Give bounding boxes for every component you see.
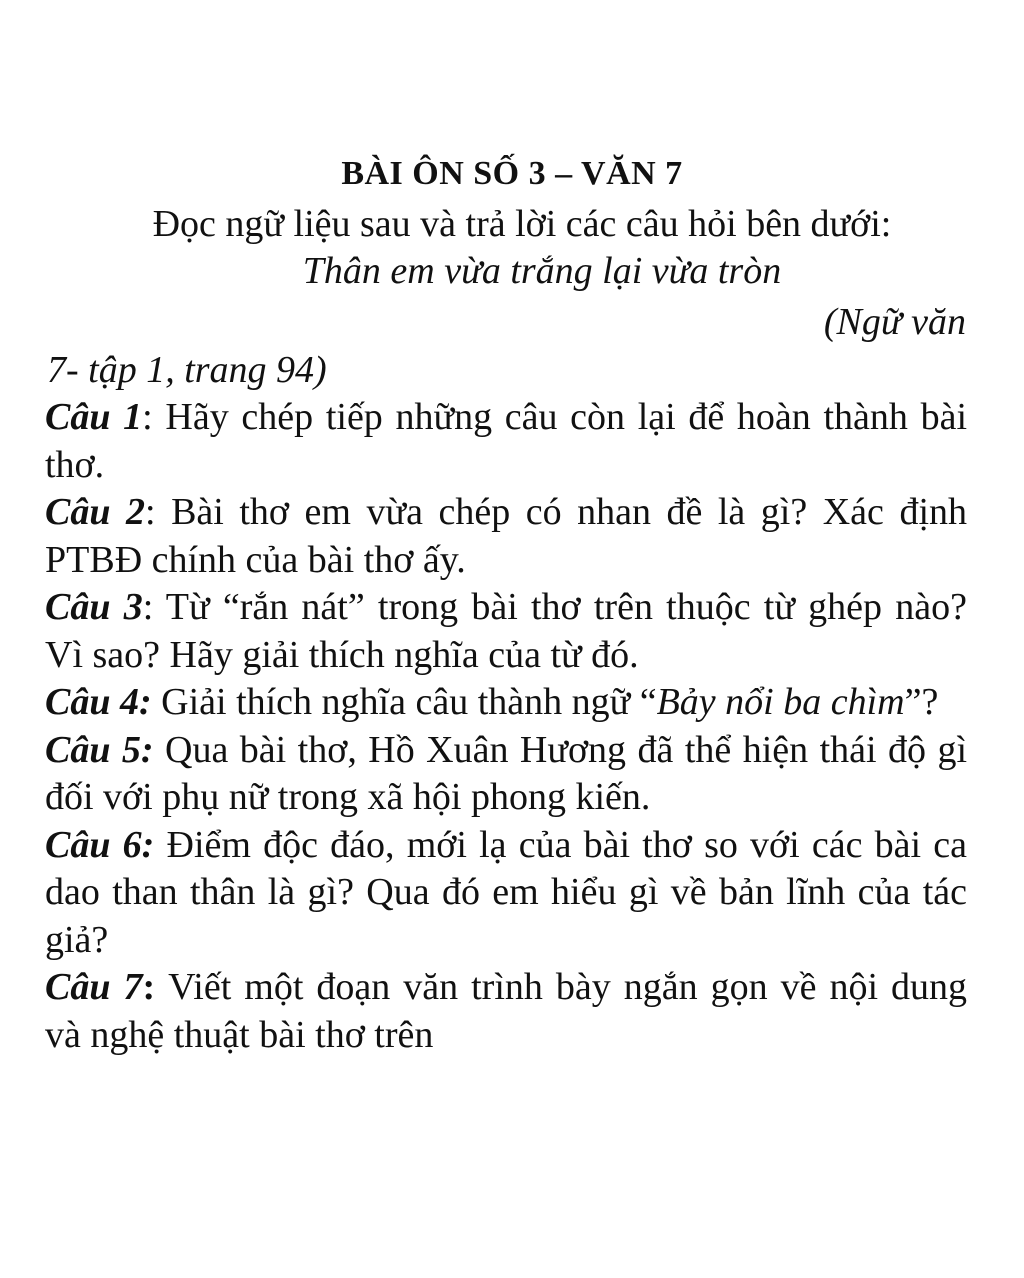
source-citation-part1: (Ngữ văn <box>823 301 966 343</box>
question-4 <box>45 679 967 727</box>
question-text: Bài thơ em vừa chép có nhan đề là gì? Xác định PTBĐ chính của bài thơ ấy. <box>45 491 967 581</box>
question-3 <box>45 584 967 679</box>
question-5 <box>45 727 967 822</box>
question-separator: : <box>145 491 172 533</box>
question-text: Viết một đoạn văn trình bày ngắn gọn về nội dung và nghệ thuật bài thơ trên <box>45 966 968 1056</box>
question-label: Câu 3 <box>45 586 143 628</box>
source-citation-part2: 7- tập 1, trang 94) <box>47 349 327 391</box>
question-text: Từ “rắn nát” trong bài thơ trên thuộc từ ghép nào? Vì sao? Hãy giải thích nghĩa của từ đó. <box>45 586 967 676</box>
question-text: Điểm độc đáo, mới lạ của bài thơ so với các bài ca dao than thân là gì? Qua đó em hiểu gì về bản lĩnh của tác giả? <box>45 823 968 961</box>
question-separator: : <box>142 586 166 628</box>
question-text: Hãy chép tiếp những câu còn lại để hoàn thành bài thơ. <box>45 396 968 486</box>
question-7 <box>45 964 967 1059</box>
question-label: Câu 2 <box>45 491 145 533</box>
question-text-end: ”? <box>904 681 939 723</box>
idiom-text: Bảy nổi ba chìm <box>656 681 905 723</box>
question-1 <box>45 394 967 489</box>
question-separator: : <box>142 966 169 1008</box>
question-separator <box>154 824 166 866</box>
question-2 <box>45 489 967 584</box>
question-6 <box>45 822 967 965</box>
question-label: Câu 4: <box>45 681 152 723</box>
question-text: Giải thích nghĩa câu thành ngữ “ <box>161 681 657 723</box>
document-title: BÀI ÔN SỐ 3 – VĂN 7 <box>341 155 683 192</box>
question-separator <box>152 681 162 723</box>
question-text: Qua bài thơ, Hồ Xuân Hương đã thể hiện thái độ gì đối với phụ nữ trong xã hội phong kiến. <box>45 728 967 818</box>
question-label: Câu 5: <box>45 728 154 771</box>
question-label: Câu 7 <box>45 966 143 1008</box>
question-list <box>45 394 967 1059</box>
poem-first-line: Thân em vừa trắng lại vừa tròn <box>302 250 782 292</box>
question-label: Câu 6: <box>45 823 155 866</box>
reading-instruction: Đọc ngữ liệu sau và trả lời các câu hỏi bên dưới: <box>152 203 892 245</box>
question-separator: : <box>142 396 166 438</box>
question-label: Câu 1 <box>45 396 143 438</box>
question-separator <box>154 729 165 771</box>
